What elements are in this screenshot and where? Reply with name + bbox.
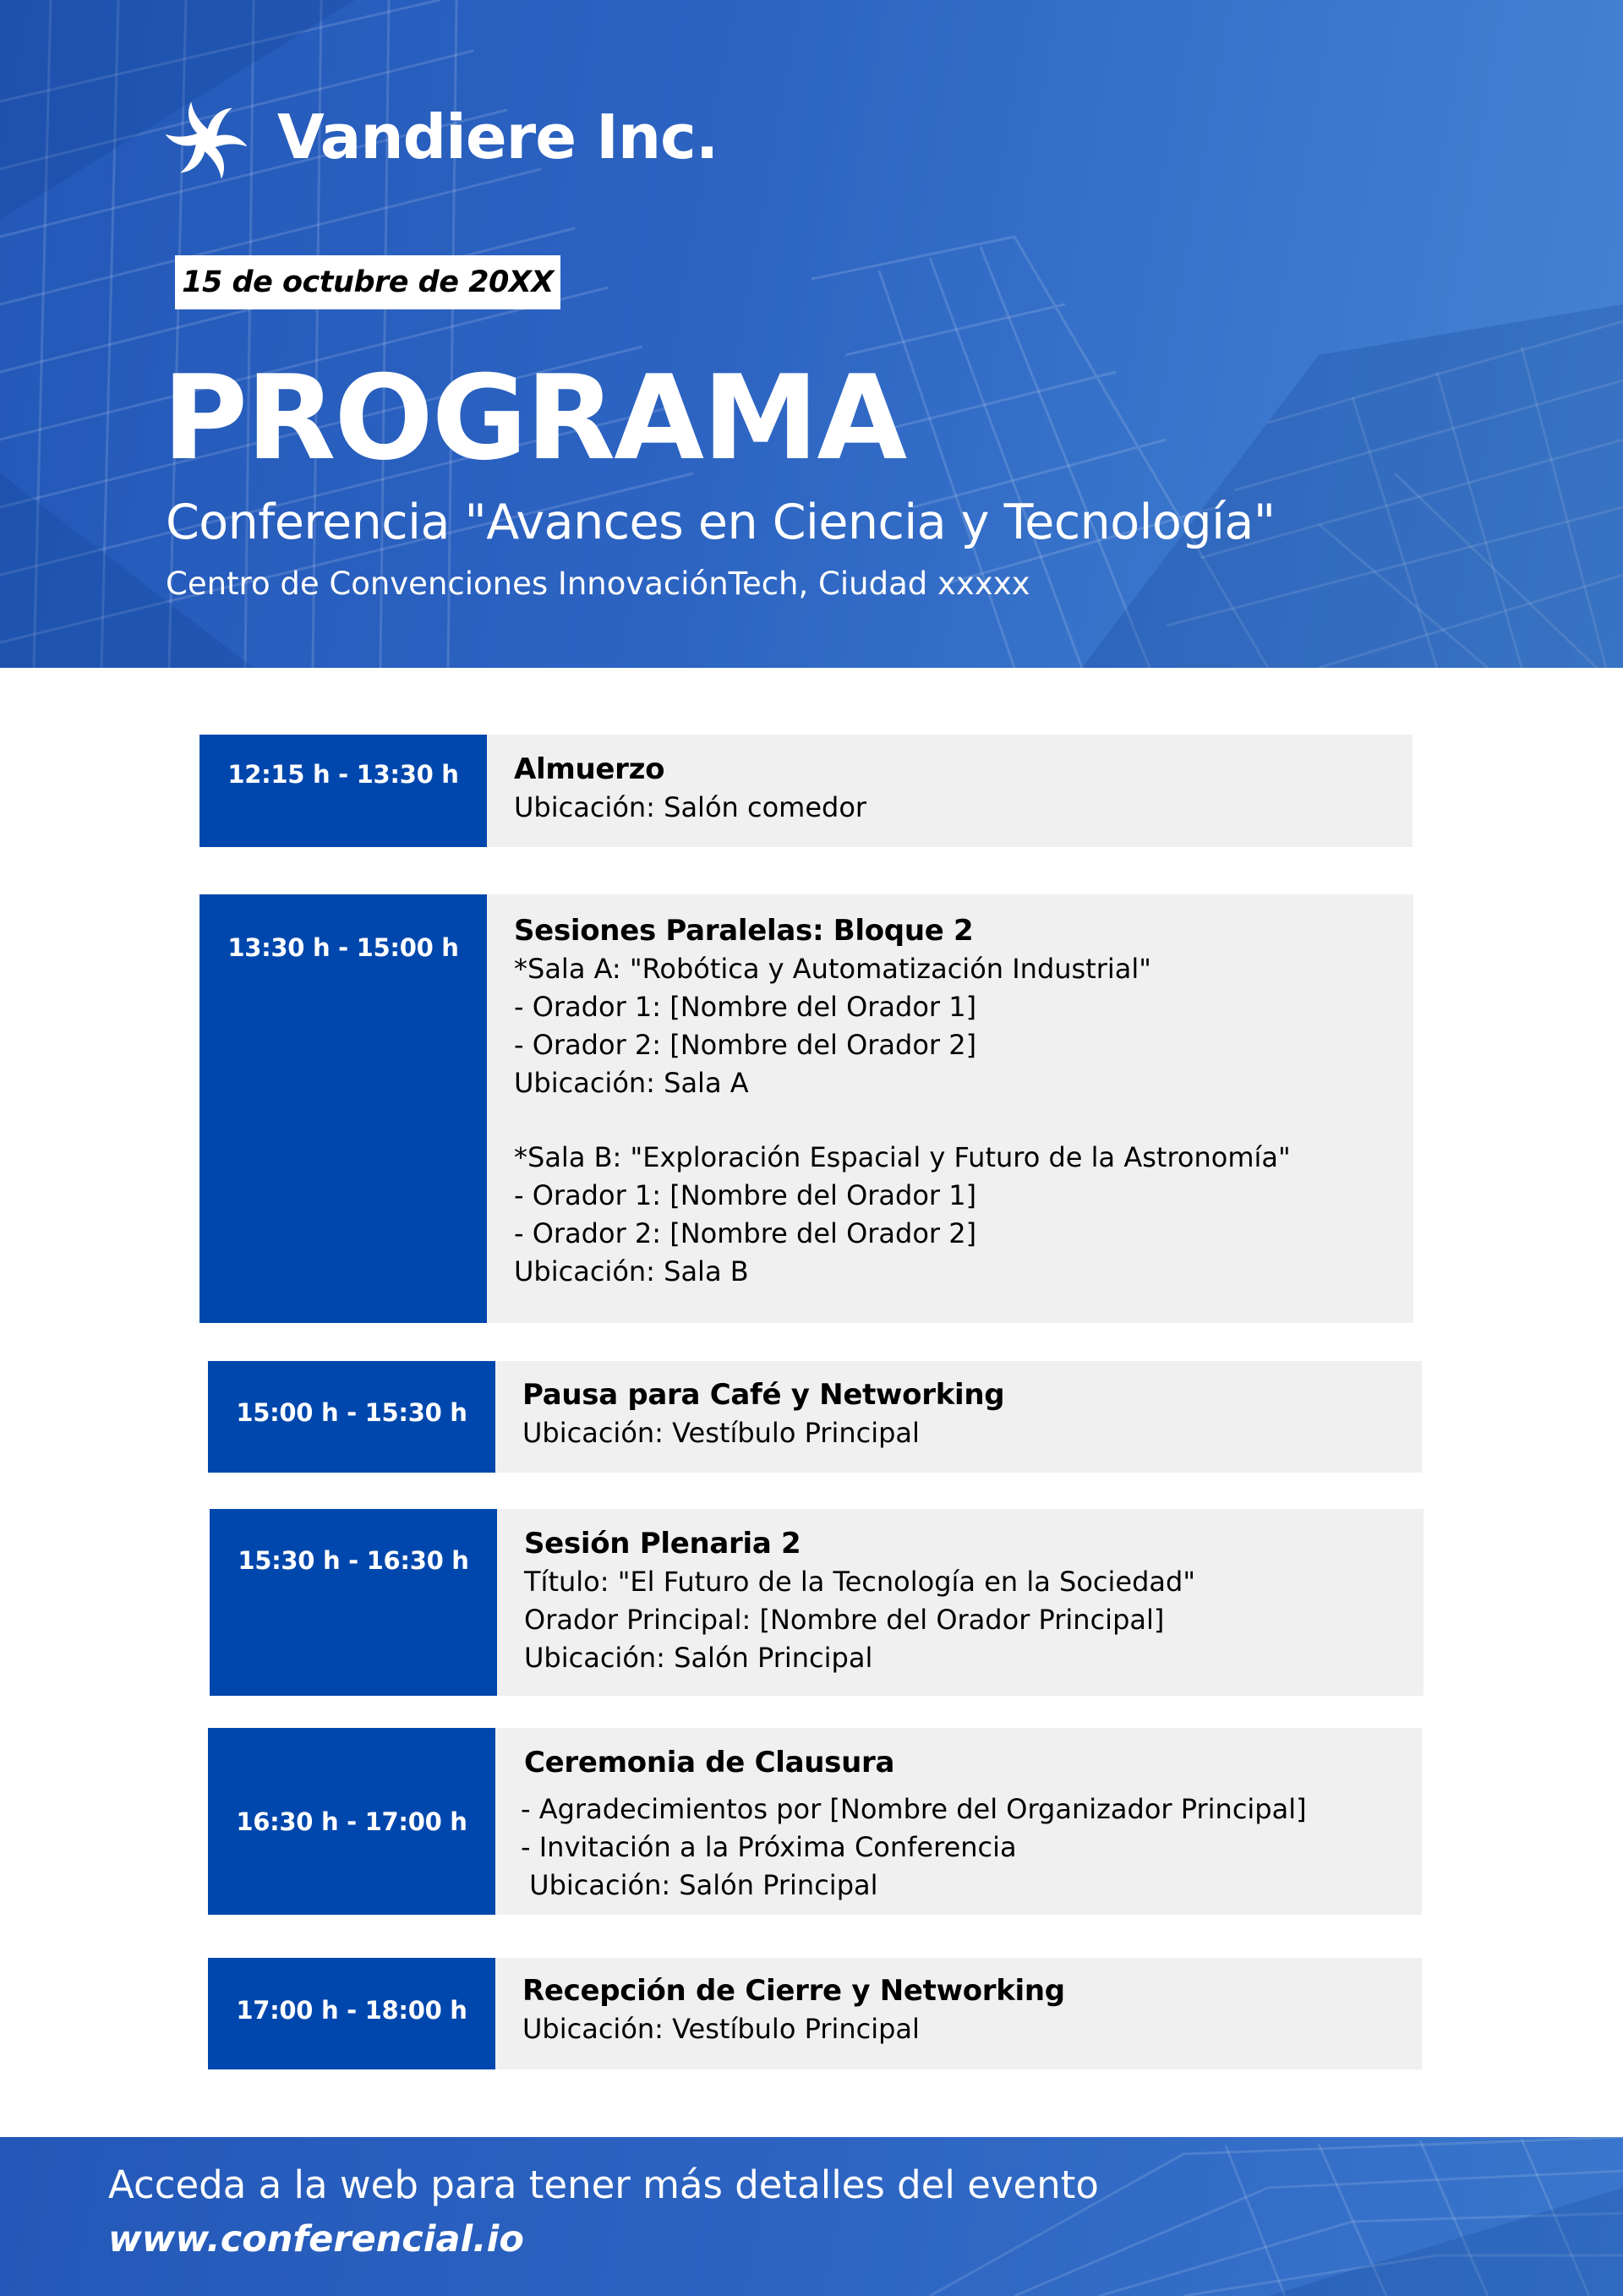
time-slot: 13:30 h - 15:00 h xyxy=(199,894,487,1323)
session-line: Ubicación: Sala A xyxy=(514,1067,749,1099)
session-line: Ubicación: Vestíbulo Principal xyxy=(522,2013,920,2045)
session-title: Almuerzo xyxy=(514,752,665,786)
session-line: - Orador 1: [Nombre del Orador 1] xyxy=(514,991,977,1023)
session-line: - Orador 1: [Nombre del Orador 1] xyxy=(514,1179,977,1211)
session-line: Ubicación: Salón comedor xyxy=(514,791,867,823)
session-title: Pausa para Café y Networking xyxy=(522,1378,1005,1412)
website-link[interactable]: www.conferencial.io xyxy=(108,2218,524,2260)
schedule-item xyxy=(199,735,1413,847)
time-slot: 15:00 h - 15:30 h xyxy=(208,1361,495,1473)
session-details xyxy=(495,1958,1422,2069)
schedule-item xyxy=(199,894,1413,1323)
schedule-item xyxy=(208,1728,1422,1915)
session-line: Ubicación: Salón Principal xyxy=(521,1869,878,1901)
time-slot: 17:00 h - 18:00 h xyxy=(208,1958,495,2069)
time-slot: 16:30 h - 17:00 h xyxy=(208,1728,495,1915)
session-details xyxy=(487,894,1413,1323)
session-title: Sesiones Paralelas: Bloque 2 xyxy=(514,914,974,948)
session-title: Ceremonia de Clausura xyxy=(524,1746,895,1779)
session-details xyxy=(495,1361,1422,1473)
session-title: Sesión Plenaria 2 xyxy=(524,1527,801,1561)
session-line: - Agradecimientos por [Nombre del Organizador Principal] xyxy=(521,1793,1307,1825)
session-details xyxy=(497,1509,1424,1696)
brand-name: Vandiere Inc. xyxy=(277,101,719,172)
session-details xyxy=(495,1728,1422,1915)
venue-text: Centro de Convenciones InnovaciónTech, Ciudad xxxxx xyxy=(166,566,1030,602)
schedule-item xyxy=(208,1361,1422,1473)
header-banner xyxy=(0,0,1623,668)
time-slot: 12:15 h - 13:30 h xyxy=(199,735,487,847)
swirl-logo-icon xyxy=(166,100,247,181)
schedule-item xyxy=(210,1509,1424,1696)
session-line: - Invitación a la Próxima Conferencia xyxy=(521,1831,1017,1863)
session-title: Recepción de Cierre y Networking xyxy=(522,1974,1065,2008)
conference-subtitle: Conferencia "Avances en Ciencia y Tecnología" xyxy=(166,495,1276,550)
session-line: Orador Principal: [Nombre del Orador Principal] xyxy=(524,1604,1165,1636)
spacer xyxy=(514,1102,1386,1139)
footer-info-text: Acceda a la web para tener más detalles del evento xyxy=(108,2162,1099,2207)
session-details xyxy=(487,735,1413,847)
page-title: PROGRAMA xyxy=(162,350,906,486)
session-line: - Orador 2: [Nombre del Orador 2] xyxy=(514,1029,977,1061)
session-line: Ubicación: Sala B xyxy=(514,1255,749,1287)
session-line: - Orador 2: [Nombre del Orador 2] xyxy=(514,1217,977,1249)
session-line: *Sala B: "Exploración Espacial y Futuro de la Astronomía" xyxy=(514,1141,1291,1173)
session-line: Ubicación: Salón Principal xyxy=(524,1642,873,1674)
session-line: Título: "El Futuro de la Tecnología en la Sociedad" xyxy=(524,1566,1196,1598)
session-line: *Sala A: "Robótica y Automatización Industrial" xyxy=(514,953,1152,985)
schedule-item xyxy=(208,1958,1422,2069)
footer-banner xyxy=(0,2137,1623,2296)
time-slot: 15:30 h - 16:30 h xyxy=(210,1509,497,1696)
event-date-badge: 15 de octubre de 20XX xyxy=(175,255,560,309)
session-line: Ubicación: Vestíbulo Principal xyxy=(522,1417,920,1449)
